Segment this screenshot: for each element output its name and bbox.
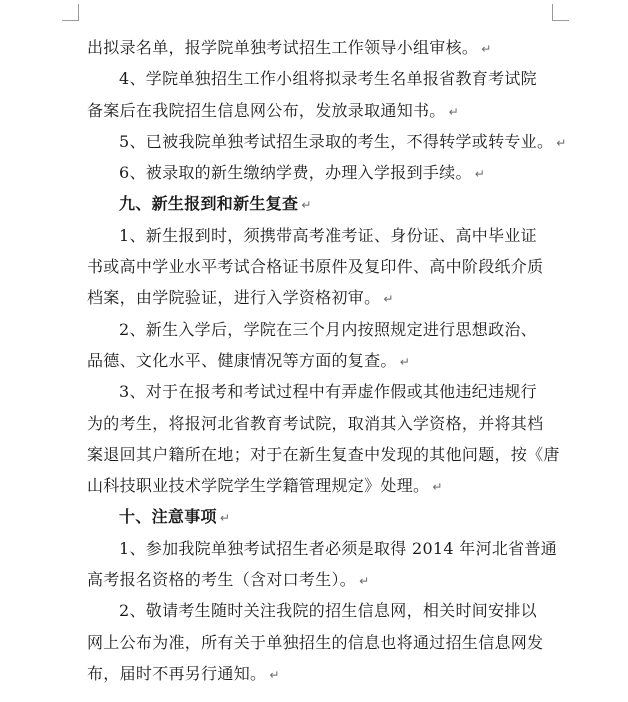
paragraph-line <box>87 564 557 595</box>
line-text: 3、对于在报考和考试过程中有弄虚作假或其他违纪违规行 <box>119 382 537 402</box>
line-text: 5、已被我院单独考试招生录取的考生，不得转学或转专业。 <box>119 131 554 151</box>
paragraph-line <box>87 282 557 313</box>
paragraph-line <box>87 220 557 251</box>
line-text: 备案后在我院招生信息网公布，发放录取通知书。 <box>87 100 446 120</box>
line-text: 书或高中学业水平考试合格证书原件及复印件、高中阶段纸介质 <box>87 257 544 277</box>
line-text: 1、新生报到时，须携带高考准考证、身份证、高中毕业证 <box>119 225 537 245</box>
paragraph-mark-icon: ↵ <box>219 511 231 526</box>
paragraph-line <box>87 533 557 564</box>
paragraph-mark-icon: ↵ <box>448 104 459 119</box>
line-text: 品德、文化水平、健康情况等方面的复查。 <box>87 350 397 370</box>
paragraph-line <box>87 595 557 626</box>
section-heading <box>87 188 557 219</box>
line-text: 出拟录名单，报学院单独考试招生工作领导小组审核。 <box>87 38 479 57</box>
paragraph-line <box>87 32 557 63</box>
paragraph-mark-icon: ↵ <box>481 42 492 56</box>
paragraph-mark-icon: ↵ <box>432 480 443 495</box>
line-text: 6、被录取的新生缴纳学费，办理入学报到手续。 <box>119 163 472 183</box>
line-text: 九、新生报到和新生复查 <box>119 194 299 214</box>
paragraph-line <box>87 95 557 126</box>
paragraph-line <box>87 439 560 470</box>
line-text: 山科技职业技术学院学生学籍管理规定》处理。 <box>87 476 430 496</box>
paragraph-mark-icon: ↵ <box>383 292 394 307</box>
line-text: 档案，由学院验证，进行入学资格初审。 <box>87 288 381 308</box>
line-text: 1、参加我院单独考试招生者必须是取得 2014 年河北省普通 <box>119 538 558 558</box>
line-text: 案退回其户籍所在地；对于在新生复查中发现的其他问题，按《唐 <box>87 444 560 464</box>
line-text: 网上公布为准，所有关于单独招生的信息也将通过招生信息网发 <box>87 632 544 652</box>
paragraph-line <box>87 408 557 439</box>
paragraph-line <box>87 470 557 501</box>
paragraph-mark-icon: ↵ <box>474 167 486 182</box>
line-text: 布，届时不再另行通知。 <box>87 663 267 683</box>
line-text: 4、学院单独招生工作小组将拟录考生名单报省教育考试院 <box>119 69 537 89</box>
paragraph-line <box>87 63 557 94</box>
line-text: 高考报名资格的考生（含对口考生）。 <box>87 570 357 590</box>
paragraph-line <box>87 314 557 345</box>
paragraph-mark-icon: ↵ <box>269 667 280 682</box>
line-text: 2、敬请考生随时关注我院的招生信息网，相关时间安排以 <box>119 601 537 621</box>
paragraph-mark-icon: ↵ <box>556 135 567 150</box>
paragraph-line <box>87 157 557 188</box>
paragraph-mark-icon: ↵ <box>399 354 411 369</box>
paragraph-line <box>87 627 557 658</box>
paragraph-line <box>87 376 557 407</box>
paragraph-line <box>87 345 557 376</box>
document-body[interactable] <box>87 32 567 689</box>
paragraph-line <box>87 126 567 157</box>
margin-corner-mark-right <box>552 4 569 21</box>
paragraph-line <box>87 251 557 282</box>
margin-corner-mark-left <box>62 4 79 21</box>
line-text: 为的考生，将报河北省教育考试院，取消其入学资格，并将其档 <box>87 413 544 433</box>
paragraph-mark-icon: ↵ <box>301 198 312 213</box>
section-heading <box>87 501 557 532</box>
line-text: 十、注意事项 <box>119 507 217 527</box>
line-text: 2、新生入学后，学院在三个月内按照规定进行思想政治、 <box>119 319 537 339</box>
paragraph-mark-icon: ↵ <box>359 574 370 589</box>
paragraph-line <box>87 658 557 689</box>
